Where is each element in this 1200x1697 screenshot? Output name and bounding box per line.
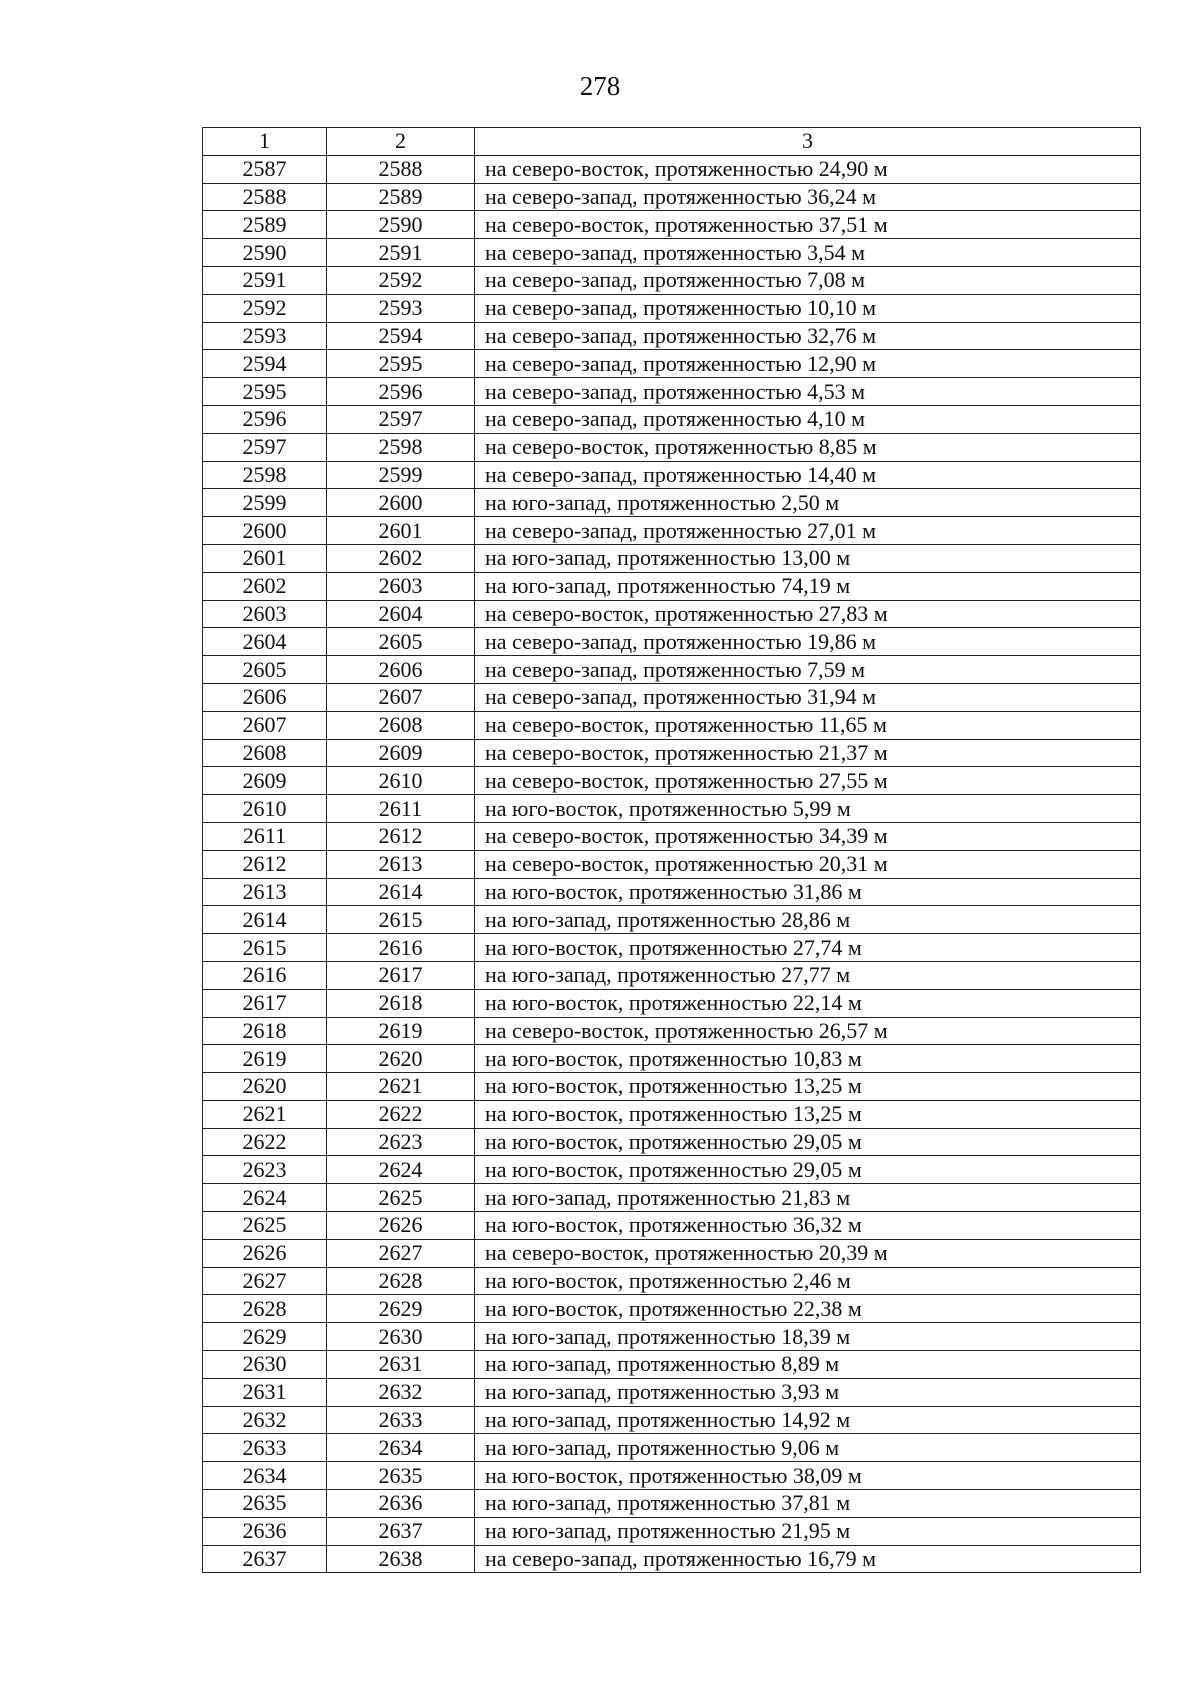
from-point-cell: 2603 [203, 600, 327, 628]
table-row [203, 795, 1141, 823]
table-row [203, 1184, 1141, 1212]
table-row [203, 1045, 1141, 1073]
from-point-cell: 2617 [203, 989, 327, 1017]
direction-length-cell: на юго-восток, протяженностью 2,46 м [475, 1267, 1141, 1295]
direction-length-cell: на северо-восток, протяженностью 8,85 м [475, 433, 1141, 461]
column-header-1: 1 [203, 128, 327, 156]
to-point-cell: 2609 [327, 739, 475, 767]
from-point-cell: 2616 [203, 961, 327, 989]
to-point-cell: 2618 [327, 989, 475, 1017]
to-point-cell: 2612 [327, 822, 475, 850]
direction-length-cell: на юго-восток, протяженностью 36,32 м [475, 1212, 1141, 1240]
to-point-cell: 2631 [327, 1351, 475, 1379]
from-point-cell: 2634 [203, 1462, 327, 1490]
column-header-2: 2 [327, 128, 475, 156]
table-row [203, 489, 1141, 517]
to-point-cell: 2637 [327, 1517, 475, 1545]
from-point-cell: 2609 [203, 767, 327, 795]
to-point-cell: 2590 [327, 211, 475, 239]
from-point-cell: 2593 [203, 322, 327, 350]
to-point-cell: 2592 [327, 266, 475, 294]
direction-length-cell: на северо-восток, протяженностью 37,51 м [475, 211, 1141, 239]
direction-length-cell: на северо-запад, протяженностью 3,54 м [475, 239, 1141, 267]
direction-length-cell: на юго-запад, протяженностью 14,92 м [475, 1406, 1141, 1434]
direction-length-cell: на юго-запад, протяженностью 21,95 м [475, 1517, 1141, 1545]
to-point-cell: 2630 [327, 1323, 475, 1351]
table-row [203, 544, 1141, 572]
table-row [203, 989, 1141, 1017]
direction-length-cell: на северо-восток, протяженностью 11,65 м [475, 711, 1141, 739]
table-row [203, 461, 1141, 489]
from-point-cell: 2596 [203, 405, 327, 433]
table-header-row [203, 128, 1141, 156]
to-point-cell: 2611 [327, 795, 475, 823]
table-row [203, 350, 1141, 378]
from-point-cell: 2632 [203, 1406, 327, 1434]
table-row [203, 628, 1141, 656]
direction-length-cell: на юго-восток, протяженностью 10,83 м [475, 1045, 1141, 1073]
table-row [203, 1406, 1141, 1434]
table-row [203, 1462, 1141, 1490]
table-row [203, 294, 1141, 322]
table-row [203, 1073, 1141, 1101]
from-point-cell: 2621 [203, 1100, 327, 1128]
from-point-cell: 2612 [203, 850, 327, 878]
to-point-cell: 2627 [327, 1239, 475, 1267]
to-point-cell: 2597 [327, 405, 475, 433]
to-point-cell: 2601 [327, 517, 475, 545]
direction-length-cell: на юго-запад, протяженностью 3,93 м [475, 1378, 1141, 1406]
table-row [203, 1434, 1141, 1462]
from-point-cell: 2594 [203, 350, 327, 378]
direction-length-cell: на юго-восток, протяженностью 38,09 м [475, 1462, 1141, 1490]
to-point-cell: 2625 [327, 1184, 475, 1212]
from-point-cell: 2636 [203, 1517, 327, 1545]
direction-length-cell: на северо-восток, протяженностью 34,39 м [475, 822, 1141, 850]
to-point-cell: 2598 [327, 433, 475, 461]
from-point-cell: 2610 [203, 795, 327, 823]
direction-length-cell: на юго-восток, протяженностью 31,86 м [475, 878, 1141, 906]
from-point-cell: 2588 [203, 183, 327, 211]
to-point-cell: 2588 [327, 155, 475, 183]
direction-length-cell: на северо-восток, протяженностью 27,55 м [475, 767, 1141, 795]
to-point-cell: 2624 [327, 1156, 475, 1184]
direction-length-cell: на юго-запад, протяженностью 74,19 м [475, 572, 1141, 600]
direction-length-cell: на северо-запад, протяженностью 7,08 м [475, 266, 1141, 294]
from-point-cell: 2595 [203, 378, 327, 406]
table-row [203, 906, 1141, 934]
direction-length-cell: на юго-запад, протяженностью 27,77 м [475, 961, 1141, 989]
to-point-cell: 2616 [327, 934, 475, 962]
table-row [203, 405, 1141, 433]
direction-length-cell: на юго-запад, протяженностью 18,39 м [475, 1323, 1141, 1351]
to-point-cell: 2628 [327, 1267, 475, 1295]
direction-length-cell: на северо-восток, протяженностью 24,90 м [475, 155, 1141, 183]
to-point-cell: 2636 [327, 1490, 475, 1518]
direction-length-cell: на юго-запад, протяженностью 8,89 м [475, 1351, 1141, 1379]
direction-length-cell: на юго-восток, протяженностью 29,05 м [475, 1156, 1141, 1184]
table-row [203, 322, 1141, 350]
from-point-cell: 2624 [203, 1184, 327, 1212]
direction-length-cell: на юго-восток, протяженностью 27,74 м [475, 934, 1141, 962]
direction-length-cell: на юго-запад, протяженностью 13,00 м [475, 544, 1141, 572]
table-row [203, 961, 1141, 989]
direction-length-cell: на северо-запад, протяженностью 32,76 м [475, 322, 1141, 350]
table-row [203, 1517, 1141, 1545]
table-row [203, 1351, 1141, 1379]
table-row [203, 1212, 1141, 1240]
table-row [203, 378, 1141, 406]
direction-length-cell: на северо-запад, протяженностью 14,40 м [475, 461, 1141, 489]
table-row [203, 266, 1141, 294]
to-point-cell: 2606 [327, 656, 475, 684]
from-point-cell: 2631 [203, 1378, 327, 1406]
to-point-cell: 2617 [327, 961, 475, 989]
to-point-cell: 2633 [327, 1406, 475, 1434]
to-point-cell: 2604 [327, 600, 475, 628]
table-row [203, 155, 1141, 183]
direction-length-cell: на северо-восток, протяженностью 20,39 м [475, 1239, 1141, 1267]
to-point-cell: 2591 [327, 239, 475, 267]
from-point-cell: 2633 [203, 1434, 327, 1462]
direction-length-cell: на юго-восток, протяженностью 22,38 м [475, 1295, 1141, 1323]
table-row [203, 1239, 1141, 1267]
to-point-cell: 2622 [327, 1100, 475, 1128]
table-row [203, 850, 1141, 878]
from-point-cell: 2630 [203, 1351, 327, 1379]
direction-length-cell: на северо-восток, протяженностью 27,83 м [475, 600, 1141, 628]
table-row [203, 767, 1141, 795]
table-row [203, 822, 1141, 850]
from-point-cell: 2629 [203, 1323, 327, 1351]
from-point-cell: 2618 [203, 1017, 327, 1045]
to-point-cell: 2605 [327, 628, 475, 656]
direction-length-cell: на северо-запад, протяженностью 31,94 м [475, 683, 1141, 711]
from-point-cell: 2605 [203, 656, 327, 684]
direction-length-cell: на юго-запад, протяженностью 2,50 м [475, 489, 1141, 517]
to-point-cell: 2619 [327, 1017, 475, 1045]
from-point-cell: 2619 [203, 1045, 327, 1073]
from-point-cell: 2627 [203, 1267, 327, 1295]
from-point-cell: 2635 [203, 1490, 327, 1518]
to-point-cell: 2603 [327, 572, 475, 600]
to-point-cell: 2615 [327, 906, 475, 934]
from-point-cell: 2608 [203, 739, 327, 767]
from-point-cell: 2622 [203, 1128, 327, 1156]
direction-length-cell: на северо-восток, протяженностью 20,31 м [475, 850, 1141, 878]
to-point-cell: 2614 [327, 878, 475, 906]
from-point-cell: 2637 [203, 1545, 327, 1573]
to-point-cell: 2626 [327, 1212, 475, 1240]
to-point-cell: 2620 [327, 1045, 475, 1073]
from-point-cell: 2589 [203, 211, 327, 239]
to-point-cell: 2599 [327, 461, 475, 489]
from-point-cell: 2600 [203, 517, 327, 545]
to-point-cell: 2594 [327, 322, 475, 350]
table-row [203, 433, 1141, 461]
from-point-cell: 2591 [203, 266, 327, 294]
from-point-cell: 2611 [203, 822, 327, 850]
to-point-cell: 2589 [327, 183, 475, 211]
direction-length-cell: на юго-восток, протяженностью 13,25 м [475, 1100, 1141, 1128]
from-point-cell: 2604 [203, 628, 327, 656]
table-row [203, 1156, 1141, 1184]
to-point-cell: 2593 [327, 294, 475, 322]
from-point-cell: 2602 [203, 572, 327, 600]
column-header-3: 3 [475, 128, 1141, 156]
direction-length-cell: на северо-запад, протяженностью 36,24 м [475, 183, 1141, 211]
table-row [203, 572, 1141, 600]
to-point-cell: 2638 [327, 1545, 475, 1573]
direction-length-cell: на юго-запад, протяженностью 9,06 м [475, 1434, 1141, 1462]
table-row [203, 656, 1141, 684]
table-row [203, 183, 1141, 211]
direction-length-cell: на северо-запад, протяженностью 7,59 м [475, 656, 1141, 684]
table-row [203, 1128, 1141, 1156]
to-point-cell: 2623 [327, 1128, 475, 1156]
boundary-table [202, 127, 1141, 1573]
from-point-cell: 2598 [203, 461, 327, 489]
direction-length-cell: на юго-запад, протяженностью 21,83 м [475, 1184, 1141, 1212]
to-point-cell: 2608 [327, 711, 475, 739]
direction-length-cell: на юго-запад, протяженностью 28,86 м [475, 906, 1141, 934]
table-row [203, 1490, 1141, 1518]
from-point-cell: 2613 [203, 878, 327, 906]
direction-length-cell: на юго-восток, протяженностью 29,05 м [475, 1128, 1141, 1156]
from-point-cell: 2625 [203, 1212, 327, 1240]
from-point-cell: 2587 [203, 155, 327, 183]
direction-length-cell: на северо-запад, протяженностью 4,53 м [475, 378, 1141, 406]
from-point-cell: 2597 [203, 433, 327, 461]
from-point-cell: 2620 [203, 1073, 327, 1101]
to-point-cell: 2632 [327, 1378, 475, 1406]
from-point-cell: 2599 [203, 489, 327, 517]
direction-length-cell: на юго-запад, протяженностью 37,81 м [475, 1490, 1141, 1518]
direction-length-cell: на юго-восток, протяженностью 13,25 м [475, 1073, 1141, 1101]
direction-length-cell: на юго-восток, протяженностью 5,99 м [475, 795, 1141, 823]
direction-length-cell: на северо-запад, протяженностью 4,10 м [475, 405, 1141, 433]
table-row [203, 1100, 1141, 1128]
to-point-cell: 2634 [327, 1434, 475, 1462]
page-number: 278 [579, 71, 621, 101]
table-row [203, 683, 1141, 711]
from-point-cell: 2592 [203, 294, 327, 322]
table-row [203, 1545, 1141, 1573]
to-point-cell: 2602 [327, 544, 475, 572]
to-point-cell: 2600 [327, 489, 475, 517]
to-point-cell: 2635 [327, 1462, 475, 1490]
to-point-cell: 2613 [327, 850, 475, 878]
table-row [203, 1378, 1141, 1406]
direction-length-cell: на северо-запад, протяженностью 19,86 м [475, 628, 1141, 656]
table-body [203, 155, 1141, 1573]
direction-length-cell: на юго-восток, протяженностью 22,14 м [475, 989, 1141, 1017]
direction-length-cell: на северо-запад, протяженностью 10,10 м [475, 294, 1141, 322]
direction-length-cell: на северо-запад, протяженностью 27,01 м [475, 517, 1141, 545]
table-row [203, 1267, 1141, 1295]
direction-length-cell: на северо-запад, протяженностью 12,90 м [475, 350, 1141, 378]
to-point-cell: 2595 [327, 350, 475, 378]
table-row [203, 211, 1141, 239]
from-point-cell: 2623 [203, 1156, 327, 1184]
from-point-cell: 2626 [203, 1239, 327, 1267]
from-point-cell: 2607 [203, 711, 327, 739]
to-point-cell: 2621 [327, 1073, 475, 1101]
table-row [203, 711, 1141, 739]
direction-length-cell: на северо-запад, протяженностью 16,79 м [475, 1545, 1141, 1573]
from-point-cell: 2606 [203, 683, 327, 711]
from-point-cell: 2614 [203, 906, 327, 934]
to-point-cell: 2610 [327, 767, 475, 795]
from-point-cell: 2590 [203, 239, 327, 267]
table-row [203, 239, 1141, 267]
to-point-cell: 2596 [327, 378, 475, 406]
table-row [203, 878, 1141, 906]
table-row [203, 600, 1141, 628]
table-row [203, 1017, 1141, 1045]
from-point-cell: 2628 [203, 1295, 327, 1323]
direction-length-cell: на северо-восток, протяженностью 26,57 м [475, 1017, 1141, 1045]
table-row [203, 934, 1141, 962]
table-row [203, 1323, 1141, 1351]
to-point-cell: 2629 [327, 1295, 475, 1323]
table-row [203, 517, 1141, 545]
from-point-cell: 2601 [203, 544, 327, 572]
direction-length-cell: на северо-восток, протяженностью 21,37 м [475, 739, 1141, 767]
from-point-cell: 2615 [203, 934, 327, 962]
table-row [203, 1295, 1141, 1323]
table-row [203, 739, 1141, 767]
to-point-cell: 2607 [327, 683, 475, 711]
